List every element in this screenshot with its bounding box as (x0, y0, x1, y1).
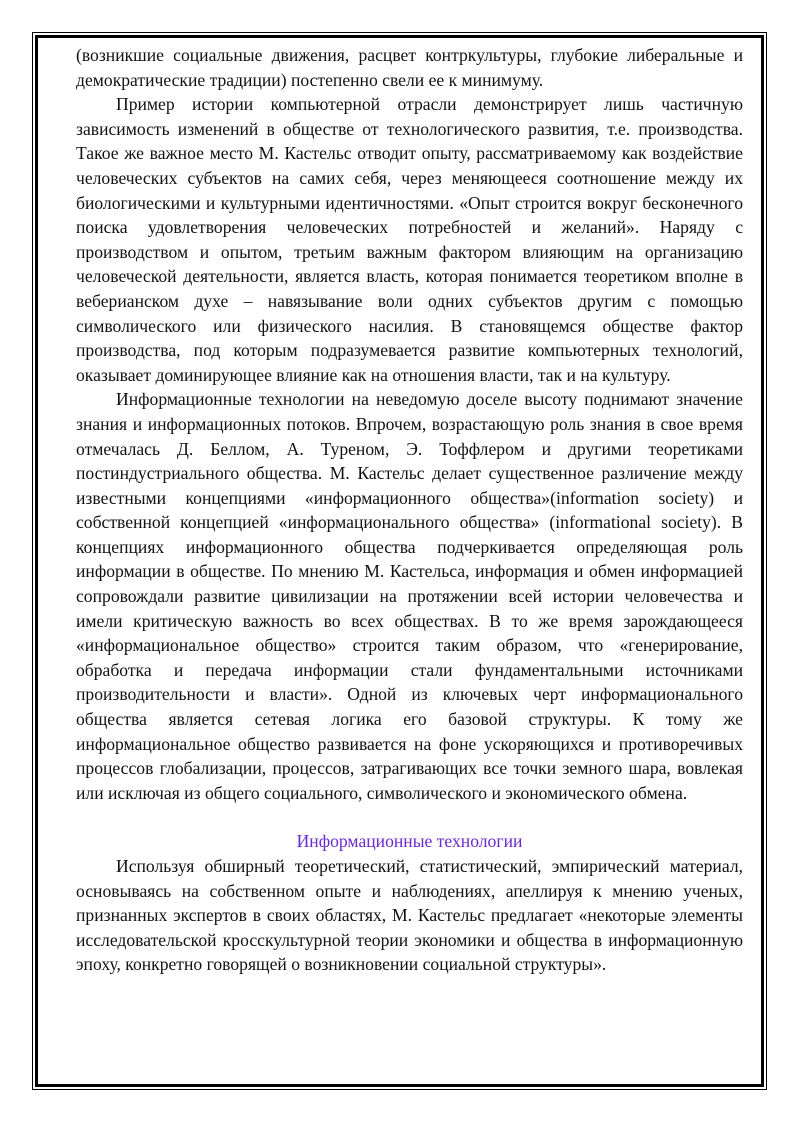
document-body (76, 43, 743, 977)
paragraph-continuation: (возникшие социальные движения, расцвет контркультуры, глубокие либеральные и демократические традиции) постепенно свели ее к минимуму. (76, 45, 743, 90)
paragraph-computer-industry: Пример истории компьютерной отрасли демонстрирует лишь частичную зависимость изменений в обществе от технологического развития, т.е. производства. Такое же важное место М. Кастельс отводит опыту, рассматриваемому как воздействие человеческих субъектов на самих себя, через меняющееся соотношение между их биологическими и культурными идентичностями. «Опыт строится вокруг бесконечного поиска удовлетворения человеческих потребностей и желаний». Наряду с производством и опытом, третьим важным фактором влияющим на организацию человеческой деятельности, является власть, которая понимается теоретиком вполне в веберианском духе – навязывание воли одних субъектов другим с помощью символического или физического насилия. В становящемся обществе фактор производства, под которым подразумевается развитие компьютерных технологий, оказывает доминирующее влияние как на отношения власти, так и на культуру. (76, 94, 743, 385)
paragraph-castells-theory: Используя обширный теоретический, статистический, эмпирический материал, основываясь на собственном опыте и наблюдениях, апеллируя к мнению ученых, признанных экспертов в своих областях, М. Кастельс предлагает «некоторые элементы исследовательской кросскультурной теории экономики и общества в информационную эпоху, конкретно говорящей о возникновении социальной структуры». (76, 856, 743, 975)
paragraph-information-technologies: Информационные технологии на неведомую доселе высоту поднимают значение знания и информационных потоков. Впрочем, возрастающую роль знания в свое время отмечалась Д. Беллом, А. Туреном, Э. Тоффлером и другими теоретиками постиндустриального общества. М. Кастельс делает существенное различение между известными концепциями «информационного общества»(information society) и собственной концепцией «информационального общества» (informational society). В концепциях информационного общества подчеркивается определяющая роль информации в обществе. По мнению М. Кастельса, информация и обмен информацией сопровождали развитие цивилизации на протяжении всей истории человечества и имели критическую важность во всех обществах. В то же время зарождающееся «информациональное общество» строится таким образом, что «генерирование, обработка и передача информации стали фундаментальными источниками производительности и власти». Одной из ключевых черт информационального общества является сетевая логика его базовой структуры. К тому же информациональное общество развивается на фоне ускоряющихся и противоречивых процессов глобализации, процессов, затрагивающих все точки земного шара, вовлекая или исключая из общего социального, символического и экономического обмена. (76, 389, 743, 803)
section-heading: Информационные технологии (296, 831, 523, 852)
